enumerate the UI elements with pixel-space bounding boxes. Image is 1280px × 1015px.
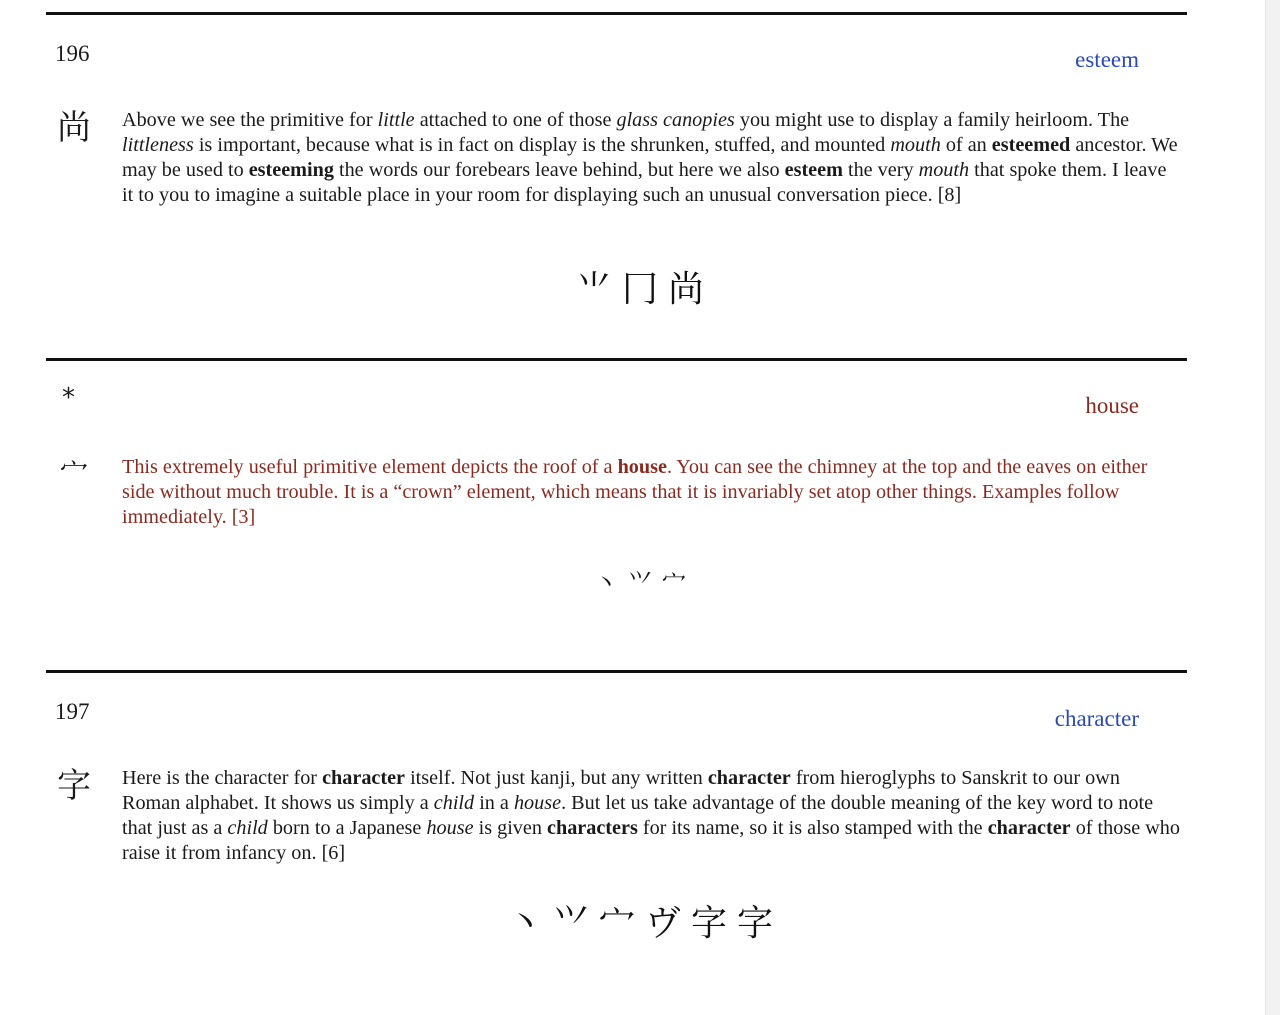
primitive-emphasis: mouth <box>890 134 941 156</box>
keyword-emphasis: esteemed <box>991 134 1071 156</box>
primitive-emphasis: mouth <box>918 159 970 181</box>
primitive-emphasis: house <box>513 792 562 814</box>
story-text: for its name, so it is also stamped with the <box>637 817 988 839</box>
keyword-emphasis: character <box>987 817 1071 839</box>
primitive-emphasis: house <box>426 817 474 839</box>
story-text: ancestor. We may be used to <box>122 134 1178 181</box>
frame-number: 196 <box>55 41 90 66</box>
story-character <box>122 766 1182 866</box>
stroke-step: 宀 <box>598 903 635 944</box>
story-text: that spoke them. I leave it to you to imagine a suitable place in your room for displaying such an unusual conversation piece. [8] <box>122 159 1167 206</box>
keyword-emphasis: characters <box>547 817 638 839</box>
stroke-step: ヴ <box>645 903 682 944</box>
scrollbar-track[interactable] <box>1265 0 1280 1015</box>
story-text: is given <box>473 817 548 839</box>
stroke-step: ⺍ <box>552 903 589 944</box>
kanji-house: 宀 <box>59 456 88 489</box>
kanji-character: 字 <box>57 766 91 806</box>
stroke-step: ⺌ <box>575 269 612 310</box>
story-text: is important, because what is in fact on display is the shrunken, stuffed, and mounted <box>193 134 891 156</box>
story-text: . You can see the chimney at the top and the eaves on either side without much trouble. It is a “crown” element, which means that it is invariably set atop other things. Examples follow immediately. [3] <box>122 456 1148 528</box>
primitive-marker: * <box>62 383 75 413</box>
primitive-emphasis: glass canopies <box>616 109 735 131</box>
primitive-emphasis: littleness <box>122 134 194 156</box>
stroke-step: 宀 <box>662 569 686 597</box>
keyword-emphasis: esteeming <box>248 159 334 181</box>
frame-divider <box>46 670 1187 673</box>
story-text: the words our forebears leave behind, but here we also <box>333 159 785 181</box>
stroke-order-house <box>0 566 1280 600</box>
story-text: the very <box>842 159 919 181</box>
primitive-emphasis: little <box>377 109 415 131</box>
kanji-esteem: 尚 <box>57 108 91 148</box>
stroke-order-character <box>0 900 1280 948</box>
story-text: . But let us take advantage of the double meaning of the key word to note that just as a <box>122 792 1154 839</box>
keyword-emphasis: character <box>322 767 406 789</box>
stroke-step: 字 <box>737 903 774 944</box>
story-text: Here is the character for <box>122 767 323 789</box>
frame-divider <box>46 12 1187 15</box>
story-text: itself. Not just kanji, but any written <box>405 767 708 789</box>
story-text: This extremely useful primitive element depicts the roof of a <box>122 456 618 478</box>
frame-divider <box>46 358 1187 361</box>
stroke-step: ⺍ <box>628 569 652 597</box>
keyword-emphasis: character <box>707 767 791 789</box>
stroke-step: 丶 <box>506 903 543 944</box>
keyword-emphasis: house <box>617 456 667 478</box>
stroke-step: 冂 <box>621 269 658 310</box>
keyword-house: house <box>1085 393 1139 418</box>
stroke-step: 字 <box>691 903 728 944</box>
keyword-character: character <box>1054 706 1139 731</box>
story-text: attached to one of those <box>414 109 617 131</box>
story-text: you might use to display a family heirloom. The <box>734 109 1130 131</box>
story-text: in a <box>474 792 514 814</box>
story-text: Above we see the primitive for <box>122 109 378 131</box>
story-text: of an <box>940 134 992 156</box>
primitive-emphasis: child <box>433 792 475 814</box>
keyword-esteem: esteem <box>1075 47 1139 72</box>
stroke-step: 尚 <box>668 269 705 310</box>
stroke-order-esteem <box>0 268 1280 312</box>
primitive-emphasis: child <box>227 817 268 839</box>
keyword-emphasis: esteem <box>784 159 843 181</box>
story-esteem <box>122 108 1182 208</box>
frame-number: 197 <box>55 699 90 724</box>
story-text: born to a Japanese <box>267 817 427 839</box>
stroke-step: 丶 <box>594 569 618 597</box>
story-house <box>122 455 1182 530</box>
story-text: of those who raise it from infancy on. [6] <box>122 817 1180 864</box>
story-text: from hieroglyphs to Sanskrit to our own Roman alphabet. It shows us simply a <box>122 767 1120 814</box>
